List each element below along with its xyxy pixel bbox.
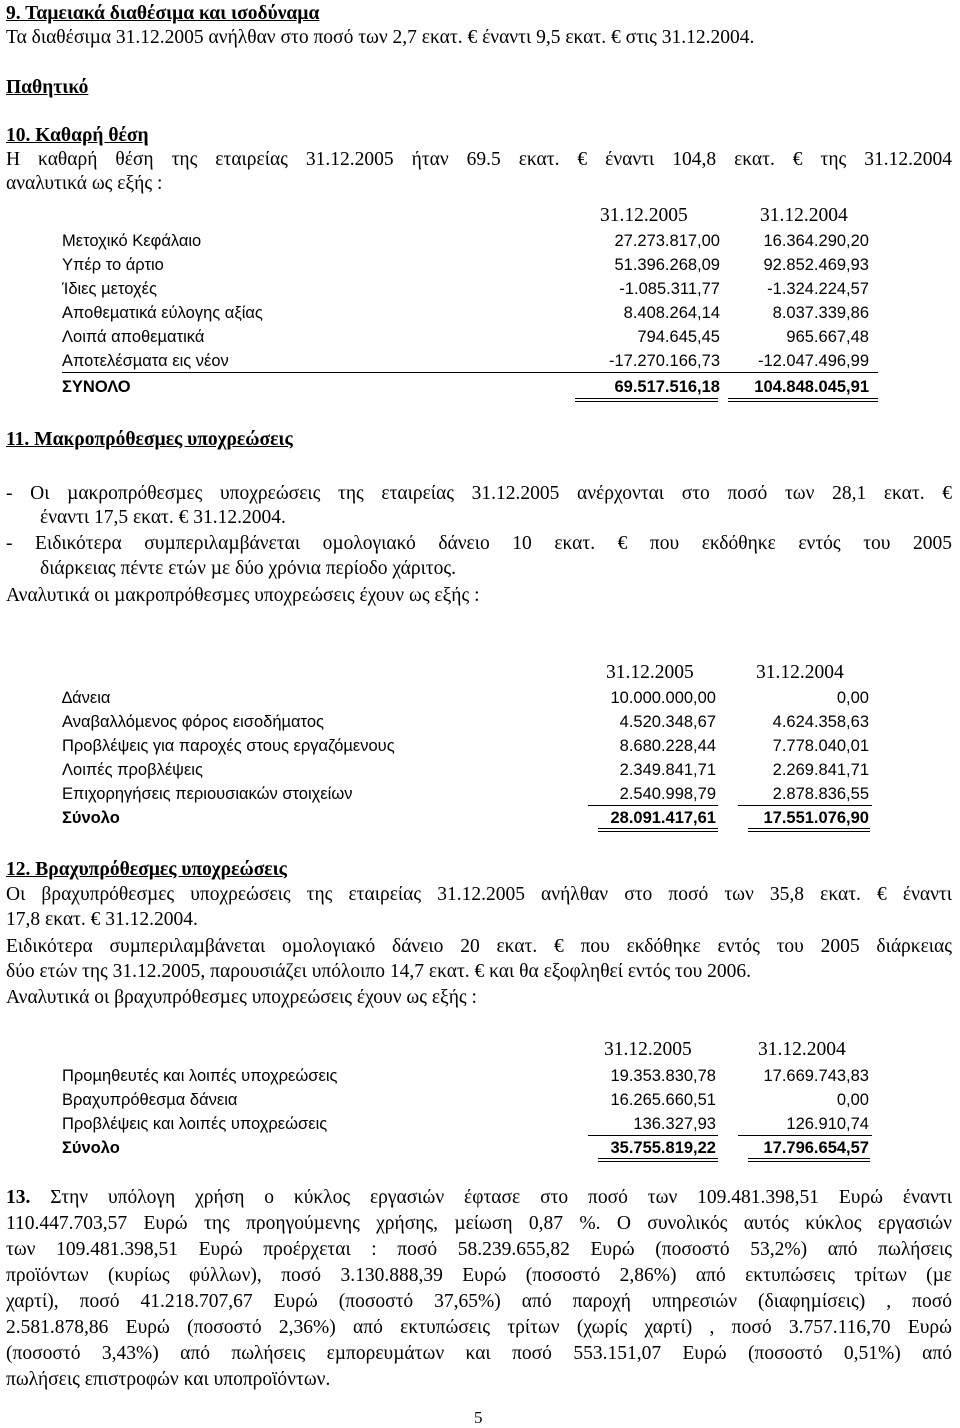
value-2005: 2.540.998,79 — [619, 785, 716, 803]
row-label: ∆άνεια — [62, 689, 111, 707]
table-row — [62, 349, 872, 373]
table-row — [62, 710, 872, 734]
value-2005: -17.270.166,73 — [608, 352, 720, 370]
value-2004: 16.364.290,20 — [763, 232, 869, 250]
total-2005: 69.517.516,18 — [614, 378, 720, 396]
total-underline — [728, 401, 878, 402]
table-row — [62, 301, 872, 325]
section-13-number: 13. — [6, 1187, 31, 1208]
value-2004: 4.624.358,63 — [772, 713, 869, 731]
value-2005: 10.000.000,00 — [610, 689, 716, 707]
total-underline — [748, 831, 870, 832]
table-row — [62, 229, 872, 253]
section-11-bullet1-line2: έναντι 17,5 εκατ. € 31.12.2004. — [40, 507, 286, 528]
section-12-p2-line2: δύο ετών της 31.12.2005, παρουσιάζει υπόλοιπο 14,7 εκατ. € και θα εξοφληθεί εντός του 2006. — [6, 961, 752, 982]
table-row — [62, 277, 872, 301]
section-13-line1 — [6, 1186, 952, 1210]
section-12-p2-line1: Ειδικότερα συµπεριλαµβάνεται οµολογιακό δάνειο 20 εκατ. € που εκδόθηκε εντός του 2005 διάρκειας — [6, 936, 952, 957]
s11-col-header-2004: 31.12.2004 — [756, 662, 844, 683]
value-2005: 4.520.348,67 — [619, 713, 716, 731]
table-row — [62, 1064, 872, 1088]
row-label: Λοιπές προβλέψεις — [62, 761, 203, 779]
section-11-intro: Αναλυτικά οι µακροπρόθεσµες υποχρεώσεις έχουν ως εξής : — [6, 585, 480, 606]
row-label: Ίδιες µετοχές — [62, 280, 157, 298]
section-13-line5: χαρτί), ποσό 41.218.707,67 Ευρώ (ποσοστό 37,65%) από παροχή υπηρεσιών (διαφηµίσεις) , ποσό — [6, 1291, 952, 1312]
row-label: Προβλέψεις και λοιπές υποχρεώσεις — [62, 1115, 328, 1133]
section-12-intro: Αναλυτικά οι βραχυπρόθεσµες υποχρεώσεις έχουν ως εξής : — [6, 987, 477, 1008]
total-row — [62, 375, 872, 399]
total-2005: 35.755.819,22 — [610, 1139, 716, 1157]
section-11-bullet2-line2: διάρκειας πέντε ετών µε δύο χρόνια περίοδο χάριτος. — [40, 558, 456, 579]
table-row — [62, 325, 872, 349]
total-label: Σύνολο — [62, 809, 120, 827]
total-underline — [748, 828, 870, 829]
section-12-p1-line1: Οι βραχυπρόθεσµες υποχρεώσεις της εταιρείας 31.12.2005 ανήλθαν στο ποσό των 35,8 εκατ. € έναντι — [6, 884, 952, 905]
total-row — [62, 806, 872, 830]
value-2004: -12.047.496,99 — [757, 352, 869, 370]
table-row — [62, 253, 872, 277]
value-2004: 2.878.836,55 — [772, 785, 869, 803]
table-row — [62, 1088, 872, 1112]
total-2004: 17.551.076,90 — [763, 809, 869, 827]
row-label: Αποθεµατικά εύλογης αξίας — [62, 304, 263, 322]
value-2004: 126.910,74 — [786, 1115, 869, 1133]
section-13-line3: των 109.481.398,51 Ευρώ προέρχεται : ποσό 58.239.655,82 Ευρώ (ποσοστό 53,2%) από πωλήσεις — [6, 1239, 952, 1260]
s12-col-header-2004: 31.12.2004 — [758, 1039, 846, 1060]
table-row — [62, 734, 872, 758]
value-2004: 2.269.841,71 — [772, 761, 869, 779]
value-2005: 794.645,45 — [637, 328, 720, 346]
section-13-line7: (ποσοστό 3,43%) από πωλήσεις εµπορευµάτων και ποσό 553.151,07 Ευρώ (ποσοστό 0,51%) από — [6, 1343, 952, 1364]
s11-col-header-2005: 31.12.2005 — [606, 662, 694, 683]
value-2004: 92.852.469,93 — [763, 256, 869, 274]
total-row — [62, 1136, 872, 1160]
section-13-line2: 110.447.703,57 Ευρώ της προηγούµενης χρήσης, µείωση 0,87 %. Ο συνολικός αυτός κύκλος εργασιών — [6, 1213, 952, 1234]
value-2005: 2.349.841,71 — [619, 761, 716, 779]
section-10-line1: Η καθαρή θέση της εταιρείας 31.12.2005 ήταν 69.5 εκατ. € έναντι 104,8 εκατ. € της 31.12.2004 — [6, 149, 952, 170]
table-row — [62, 686, 872, 710]
total-underline — [748, 1161, 870, 1162]
total-underline — [598, 828, 718, 829]
section-12-p1-line2: 17,8 εκατ. € 31.12.2004. — [6, 909, 198, 930]
value-2005: 51.396.268,09 — [614, 256, 720, 274]
total-underline — [728, 398, 878, 399]
section-11-bullet1-line1: - Οι µακροπρόθεσµες υποχρεώσεις της εταιρείας 31.12.2005 ανέρχονται στο ποσό των 28,1 εκατ. € — [6, 483, 952, 504]
row-label: Υπέρ το άρτιο — [62, 256, 164, 274]
section-11-heading: 11. Μακροπρόθεσµες υποχρεώσεις — [6, 429, 293, 450]
row-label: Αναβαλλόµενος φόρος εισοδήµατος — [62, 713, 324, 731]
row-label: Μετοχικό Κεφάλαιο — [62, 232, 202, 250]
total-label: Σύνολο — [62, 1139, 120, 1157]
row-label: Προβλέψεις για παροχές στους εργαζόµενους — [62, 737, 395, 755]
section-13-line8: πωλήσεις επιστροφών και υποπροϊόντων. — [6, 1369, 331, 1390]
value-2004: 965.667,48 — [786, 328, 869, 346]
s10-col-header-2005: 31.12.2005 — [600, 205, 688, 226]
value-2004: 7.778.040,01 — [772, 737, 869, 755]
section-9-text: Τα διαθέσιµα 31.12.2005 ανήλθαν στο ποσό των 2,7 εκατ. € έναντι 9,5 εκατ. € στις 31.12.2004. — [6, 27, 755, 48]
total-underline — [748, 1158, 870, 1159]
table-row — [62, 782, 872, 806]
row-label: Επιχορηγήσεις περιουσιακών στοιχείων — [62, 785, 353, 803]
total-2004: 104.848.045,91 — [754, 378, 869, 396]
section-10-line2: αναλυτικά ως εξής : — [6, 173, 163, 194]
divider — [62, 372, 878, 373]
s12-col-header-2005: 31.12.2005 — [604, 1039, 692, 1060]
row-label: Λοιπά αποθεµατικά — [62, 328, 205, 346]
value-2005: 8.680.228,44 — [619, 737, 716, 755]
value-2005: 27.273.817,00 — [614, 232, 720, 250]
section-13-line6: 2.581.878,86 Ευρώ (ποσοστό 2,36%) από εκτυπώσεις τρίτων (χωρίς χαρτί) , ποσό 3.757.116,70 Ευρώ — [6, 1317, 952, 1338]
table-row — [62, 758, 872, 782]
value-2004: -1.324.224,57 — [767, 280, 869, 298]
total-underline — [598, 1158, 718, 1159]
section-13-line1-text: Στην υπόλογη χρήση ο κύκλος εργασιών έφτασε στο ποσό των 109.481.398,51 Ευρώ έναντι — [50, 1187, 953, 1208]
value-2005: -1.085.311,77 — [619, 280, 720, 298]
total-underline — [598, 1161, 718, 1162]
section-9-heading: 9. Ταµειακά διαθέσιµα και ισοδύναµα — [6, 3, 320, 24]
total-label: ΣΥΝΟΛΟ — [62, 378, 131, 396]
total-underline — [575, 398, 718, 399]
section-11-bullet2-line1: - Ειδικότερα συµπεριλαµβάνεται οµολογιακό δάνειο 10 εκατ. € που εκδόθηκε εντός του 2005 — [6, 533, 952, 554]
section-12-heading: 12. Βραχυπρόθεσµες υποχρεώσεις — [6, 859, 287, 880]
s10-col-header-2004: 31.12.2004 — [760, 205, 848, 226]
total-2005: 28.091.417,61 — [610, 809, 716, 827]
value-2004: 0,00 — [836, 1091, 869, 1109]
value-2005: 8.408.264,14 — [623, 304, 720, 322]
value-2004: 8.037.339,86 — [772, 304, 869, 322]
value-2005: 16.265.660,51 — [610, 1091, 716, 1109]
value-2005: 19.353.830,78 — [610, 1067, 716, 1085]
section-10-heading: 10. Καθαρή θέση — [6, 125, 149, 146]
row-label: Βραχυπρόθεσµα δάνεια — [62, 1091, 238, 1109]
table-row — [62, 1112, 872, 1136]
section-13-line4: προϊόντων (κυρίως φύλλων), ποσό 3.130.888,39 Ευρώ (ποσοστό 2,86%) από εκτυπώσεις τρίτων (µε — [6, 1265, 952, 1286]
passive-heading: Παθητικό — [6, 77, 89, 98]
total-2004: 17.796.654,57 — [763, 1139, 869, 1157]
page-number: 5 — [474, 1408, 483, 1427]
row-label: Προµηθευτές και λοιπές υποχρεώσεις — [62, 1067, 338, 1085]
value-2005: 136.327,93 — [633, 1115, 716, 1133]
value-2004: 17.669.743,83 — [763, 1067, 869, 1085]
total-underline — [598, 831, 718, 832]
row-label: Αποτελέσµατα εις νέον — [62, 352, 229, 370]
value-2004: 0,00 — [836, 689, 869, 707]
total-underline — [575, 401, 718, 402]
